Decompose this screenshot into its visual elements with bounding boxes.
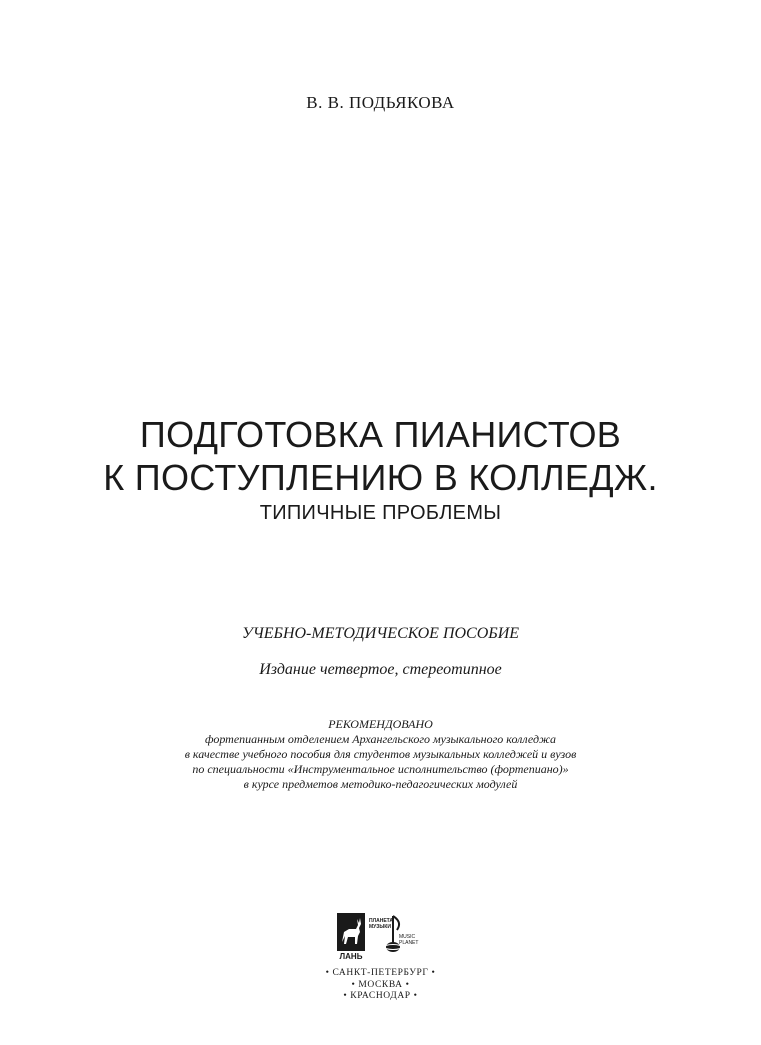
city-line: • МОСКВА • (351, 979, 410, 990)
lan-deer-logo-icon (336, 912, 366, 956)
title-line-2: К ПОСТУПЛЕНИЮ В КОЛЛЕДЖ. (103, 457, 658, 498)
author: В. В. ПОДЬЯКОВА (306, 93, 455, 112)
book-title (0, 413, 761, 499)
recommendation-heading: РЕКОМЕНДОВАНО (328, 717, 433, 731)
document-type: УЧЕБНО-МЕТОДИЧЕСКОЕ ПОСОБИЕ (241, 625, 520, 642)
music-planet-text: MUSIC PLANET (399, 934, 419, 946)
book-subtitle: ТИПИЧНЫЕ ПРОБЛЕМЫ (259, 502, 502, 524)
recommendation-line: по специальности «Инструментальное исполнительство (фортепиано)» (192, 762, 569, 776)
city-line: • КРАСНОДАР • (343, 991, 418, 1001)
recommendation-line: в курсе предметов методико-педагогических модулей (243, 777, 518, 791)
recommendation-line: фортепианным отделением Архангельского музыкального колледжа (204, 732, 557, 746)
recommendation-line: в качестве учебного пособия для студентов музыкальных колледжей и вузов (184, 747, 577, 761)
planet-music-text: ПЛАНЕТА МУЗЫКИ (369, 918, 394, 930)
lan-logo-text: ЛАНЬ (339, 952, 363, 961)
recommendation-block (0, 717, 761, 792)
publisher-cities (0, 968, 761, 1003)
publisher-logos (336, 912, 428, 968)
edition-note: Издание четвертое, стереотипное (259, 661, 502, 678)
city-line: • САНКТ-ПЕТЕРБУРГ • (325, 968, 436, 978)
title-line-1: ПОДГОТОВКА ПИАНИСТОВ (139, 414, 622, 455)
